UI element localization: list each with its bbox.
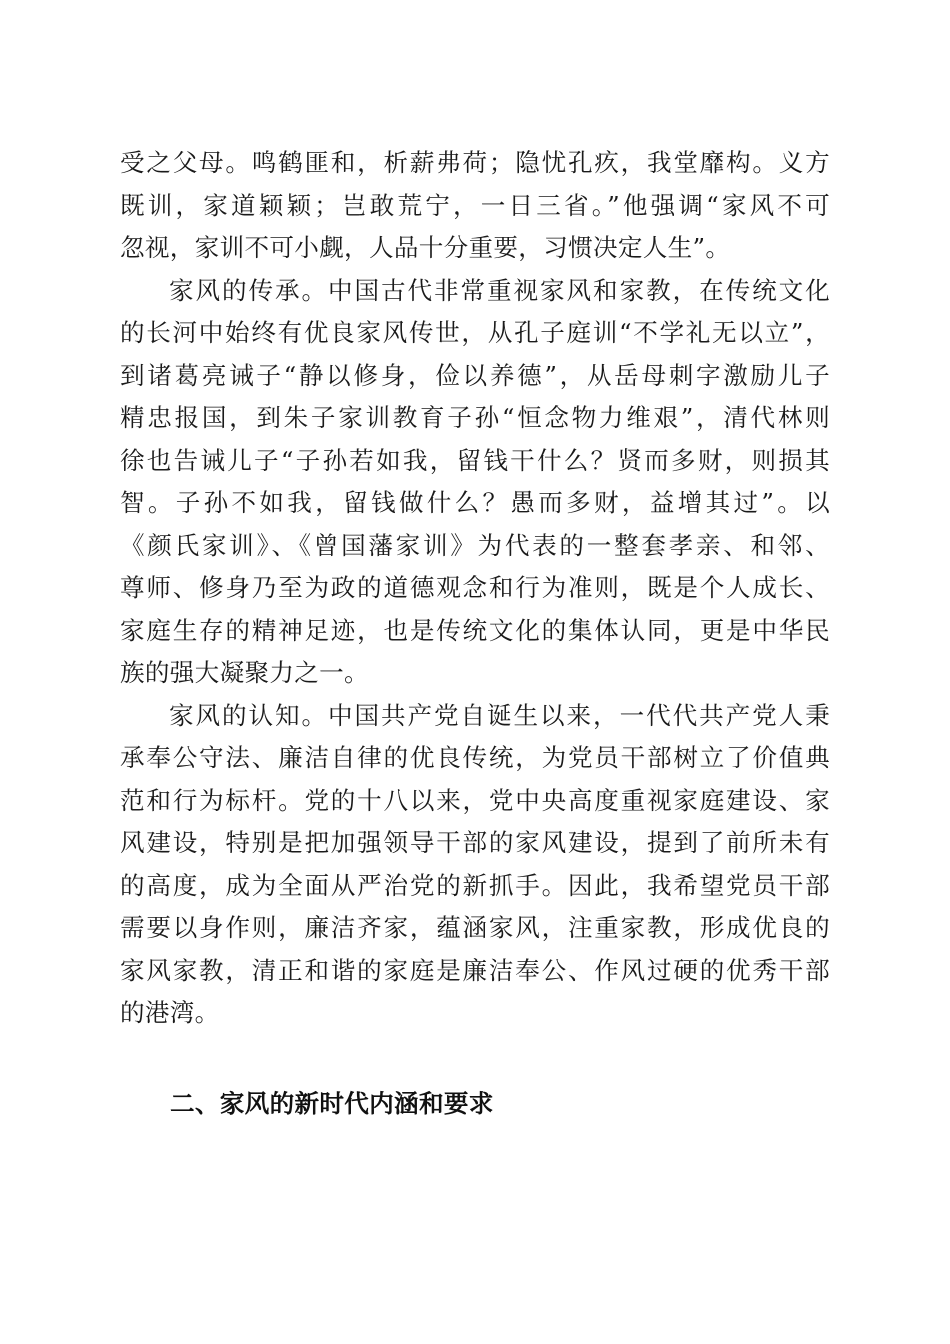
text-line: 承奉公守法、廉洁自律的优良传统，为党员干部树立了价值典: [120, 743, 830, 772]
text-line: 风建设，特别是把加强领导干部的家风建设，提到了前所未有: [120, 828, 830, 857]
text-line: 受之父母。鸣鹤匪和，析薪弗荷；隐忧孔疚，我堂靡构。义方: [120, 148, 830, 177]
section-heading: 二、家风的新时代内涵和要求: [170, 1089, 494, 1118]
text-line: 的长河中始终有优良家风传世，从孔子庭训“不学礼无以立”，: [120, 318, 830, 347]
document-body: [120, 142, 830, 1035]
text-line: 《颜氏家训》、《曾国藩家训》为代表的一整套孝亲、和邻、: [120, 530, 830, 560]
text-line: 范和行为标杆。党的十八以来，党中央高度重视家庭建设、家: [120, 785, 830, 815]
text-line: 既训，家道颖颖；岂敢荒宁，一日三省。”他强调“家风不可: [120, 190, 830, 220]
text-line: 尊师、修身乃至为政的道德观念和行为准则，既是个人成长、: [120, 573, 830, 602]
paragraph-3: [120, 695, 830, 1035]
text-line: 家风家教，清正和谐的家庭是廉洁奉公、作风过硬的优秀干部: [120, 955, 830, 985]
text-line: 徐也告诫儿子“子孙若如我，留钱干什么？贤而多财，则损其: [120, 445, 830, 475]
paragraph-2: [120, 270, 830, 695]
text-line: 家风的传承。中国古代非常重视家风和家教，在传统文化: [169, 275, 830, 305]
text-line: 忽视，家训不可小觑，人品十分重要，习惯决定人生”。: [120, 233, 731, 262]
text-line: 的高度，成为全面从严治党的新抓手。因此，我希望党员干部: [120, 870, 830, 900]
text-line: 智。子孙不如我，留钱做什么？愚而多财，益增其过”。以: [120, 488, 830, 517]
paragraph-1: [120, 142, 830, 270]
text-line: 精忠报国，到朱子家训教育子孙“恒念物力维艰”，清代林则: [120, 403, 830, 432]
text-line: 需要以身作则，廉洁齐家，蕴涵家风，注重家教，形成优良的: [120, 913, 830, 942]
text-line: 家庭生存的精神足迹，也是传统文化的集体认同，更是中华民: [120, 615, 830, 645]
text-line: 的港湾。: [120, 998, 220, 1027]
text-line: 家风的认知。中国共产党自诞生以来，一代代共产党人秉: [169, 700, 830, 730]
text-line: 族的强大凝聚力之一。: [120, 658, 369, 687]
text-line: 到诸葛亮诫子“静以修身，俭以养德”，从岳母刺字激励儿子: [120, 360, 830, 390]
